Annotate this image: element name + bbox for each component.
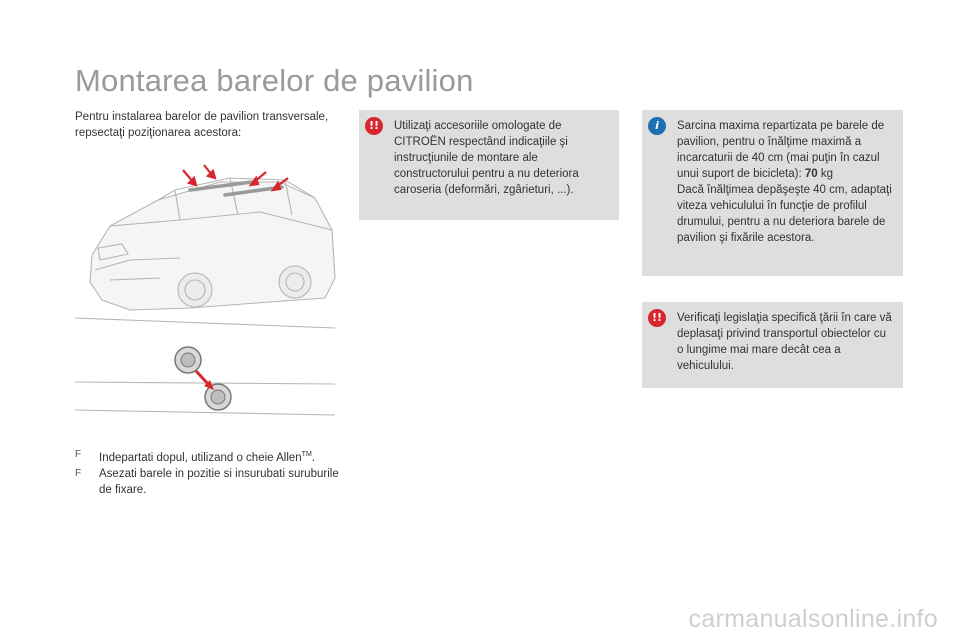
page-title: Montarea barelor de pavilion [75,63,474,98]
warning-text: Verificaţi legislaţia specifică ţării în care vă deplasaţi privind transportul obiectelor cu o lungime mai mare decât cea a vehiculului. [677,312,892,372]
trademark-sup: TM [301,451,312,458]
intro-text: Pentru instalarea barelor de pavilion transversale, repsectaţi poziţionarea acestora: [75,111,329,139]
max-load-unit: kg [817,168,833,180]
list-item [75,466,345,498]
list-item-text: Indepartati dopul, utilizand o cheie Allen [99,451,302,464]
list-item-suffix: . [311,451,315,464]
warning-box-accessories [359,110,619,220]
info-text-part1: Sarcina maxima repartizata pe barele de pavilion, pentru o înălţime maximă a incarcaturii de 40 cm (mai puţin în cazul unui suport de bicicleta): [677,120,885,180]
info-text-part2: Dacă înălţimea depăşeşte 40 cm, adaptaţi viteza vehiculului în funcţie de profilul drumului, pentru a nu deteriora barele de pavilion şi fixările acestora. [677,184,892,244]
car-drawing [90,178,335,310]
car-roof-bars-illustration [70,160,345,430]
info-text [677,118,895,246]
instruction-list [75,447,345,498]
bullet-marker: F [75,467,82,479]
warning-icon: !! [648,309,666,327]
info-icon: i [648,117,666,135]
plug-detail [175,347,231,410]
warning-box-legislation [642,302,903,388]
list-item [75,447,345,466]
list-item-text: Asezati barele in pozitie si insurubati suruburile de fixare. [99,467,339,496]
watermark: carmanualsonline.info [688,605,938,633]
bullet-marker: F [75,449,82,460]
warning-text: Utilizaţi accesoriile omologate de CITROËN respectând indicaţiile şi instrucţiunile de montare ale constructorului pentru a nu deteriora caroseria (deformări, zgârieturi, ...). [394,120,579,196]
max-load-value: 70 [804,168,818,180]
info-box-load [642,110,903,276]
warning-icon: !! [365,117,383,135]
